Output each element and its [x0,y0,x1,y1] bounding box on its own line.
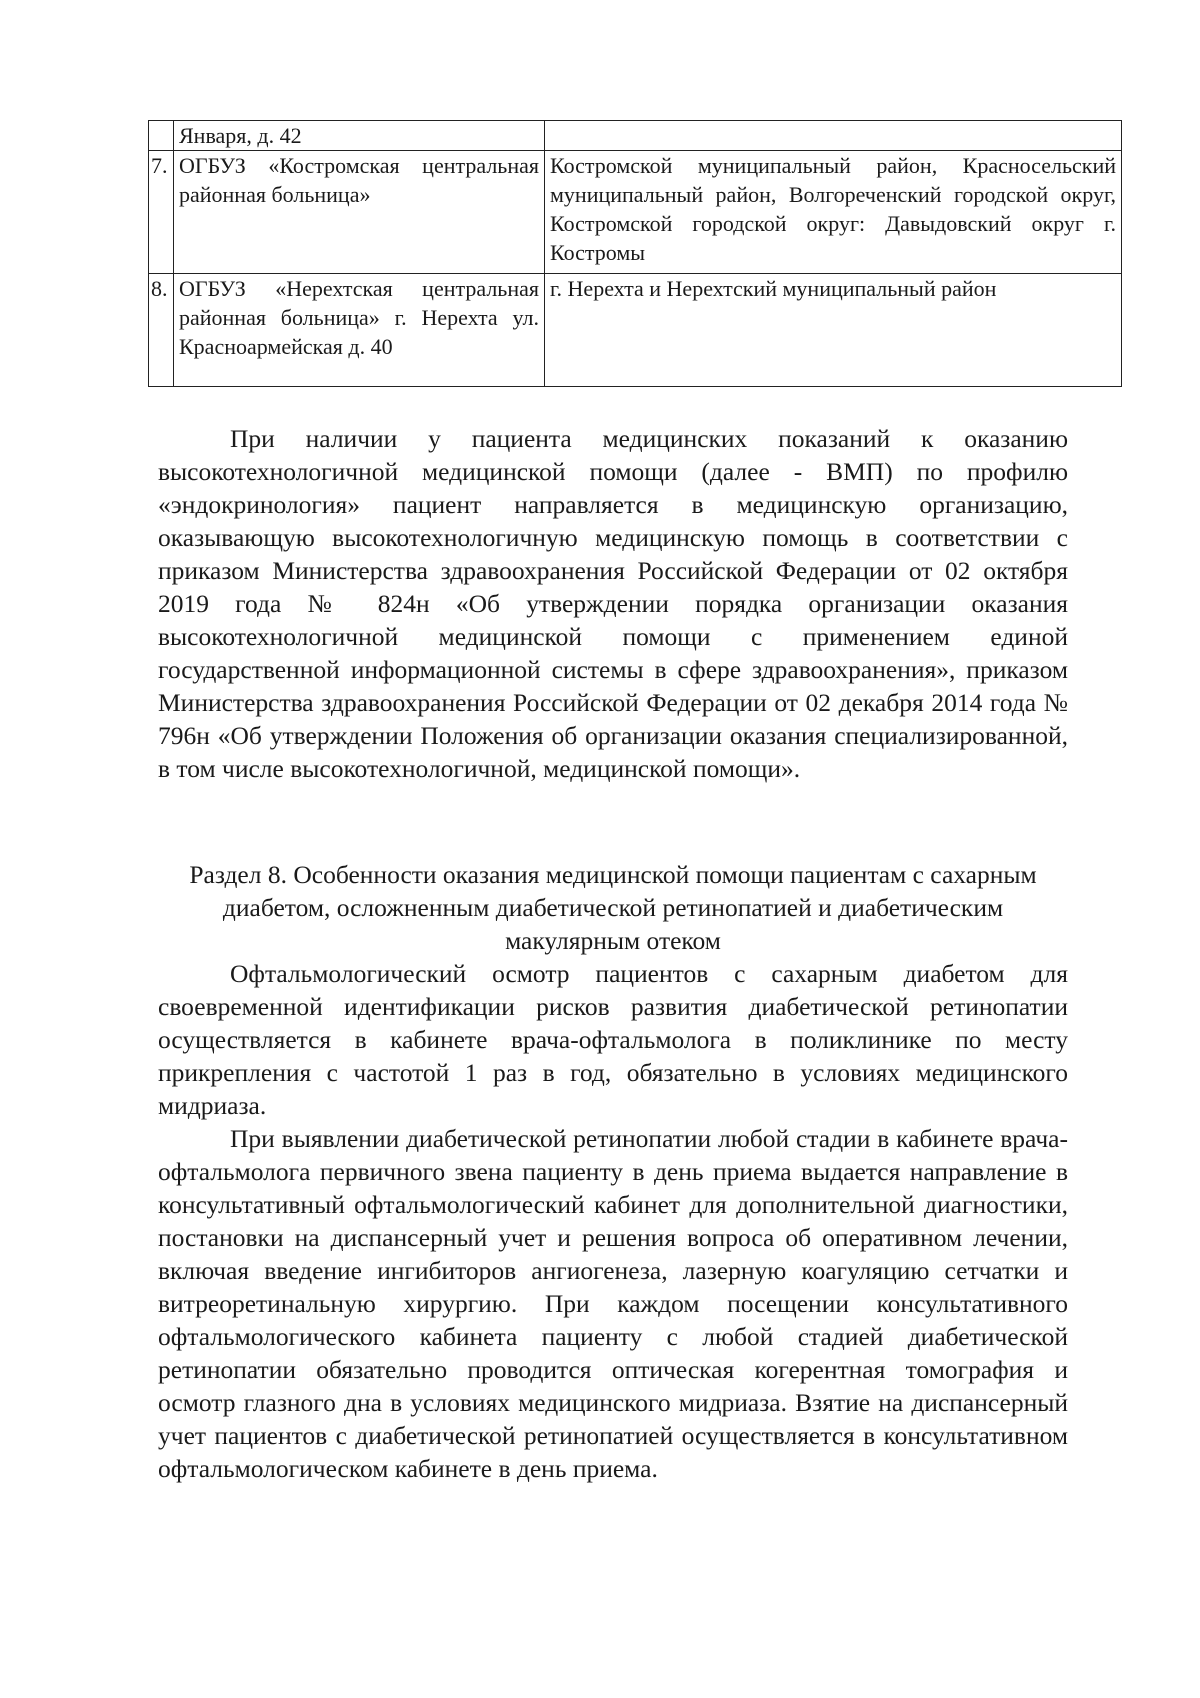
table-row [149,121,1122,151]
section-8-paragraph-2: При выявлении диабетической ретинопатии любой стадии в кабинете врача-офтальмолога первичного звена пациенту в день приема выдается направление в консультативный офтальмологический кабинет для дополнительной диагностики, постановки на диспансерный учет и решения вопроса об оперативном лечении, включая введение ингибиторов ангиогенеза, лазерную коагуляцию сетчатки и витреоретинальную хирургию. При каждом посещении консультативного офтальмологического кабинета пациенту с любой стадией диабетической ретинопатии обязательно проводится оптическая когерентная томография и осмотр глазного дна в условиях медицинского мидриаза. Взятие на диспансерный учет пациентов с диабетической ретинопатией осуществляется в консультативном офтальмологическом кабинете в день приема. [158,1124,1068,1483]
organization-cell: ОГБУЗ «Костромская центральная районная больница» [174,151,545,274]
row-number [149,121,174,151]
organization-cell: Января, д. 42 [174,121,545,151]
section-8-paragraph-1: Офтальмологический осмотр пациентов с сахарным диабетом для своевременной идентификации рисков развития диабетической ретинопатии осуществляется в кабинете врача-офтальмолога в поликлинике по месту прикрепления с частотой 1 раз в год, обязательно в условиях медицинского мидриаза. [158,959,1068,1120]
section-8-body [158,957,1068,1485]
medical-organizations-table [148,120,1122,387]
service-area-cell: Костромской муниципальный район, Красносельский муниципальный район, Волгореченский городской округ, Костромской городской округ: Давыдовский округ г. Костромы [545,151,1122,274]
section-8-heading: Раздел 8. Особенности оказания медицинской помощи пациентам с сахарным диабетом, осложненным диабетической ретинопатией и диабетическим макулярным отеком [189,860,1037,955]
vmp-paragraph-block [158,422,1068,785]
service-area-cell [545,121,1122,151]
row-number: 7. [149,151,174,274]
table-row [149,151,1122,274]
vmp-paragraph: При наличии у пациента медицинских показаний к оказанию высокотехнологичной медицинской помощи (далее - ВМП) по профилю «эндокринология» пациент направляется в медицинскую организацию, оказывающую высокотехнологичную медицинскую помощь в соответствии с приказом Министерства здравоохранения Российской Федерации от 02 октября 2019 года № 824н «Об утверждении порядка организации оказания высокотехнологичной медицинской помощи с применением единой государственной информационной системы в сфере здравоохранения», приказом Министерства здравоохранения Российской Федерации от 02 декабря 2014 года № 796н «Об утверждении Положения об организации оказания специализированной, в том числе высокотехнологичной, медицинской помощи». [158,424,1068,783]
row-number: 8. [149,274,174,387]
organization-cell: ОГБУЗ «Нерехтская центральная районная больница» г. Нерехта ул. Красноармейская д. 40 [174,274,545,387]
table-row [149,274,1122,387]
service-area-cell: г. Нерехта и Нерехтский муниципальный район [545,274,1122,387]
